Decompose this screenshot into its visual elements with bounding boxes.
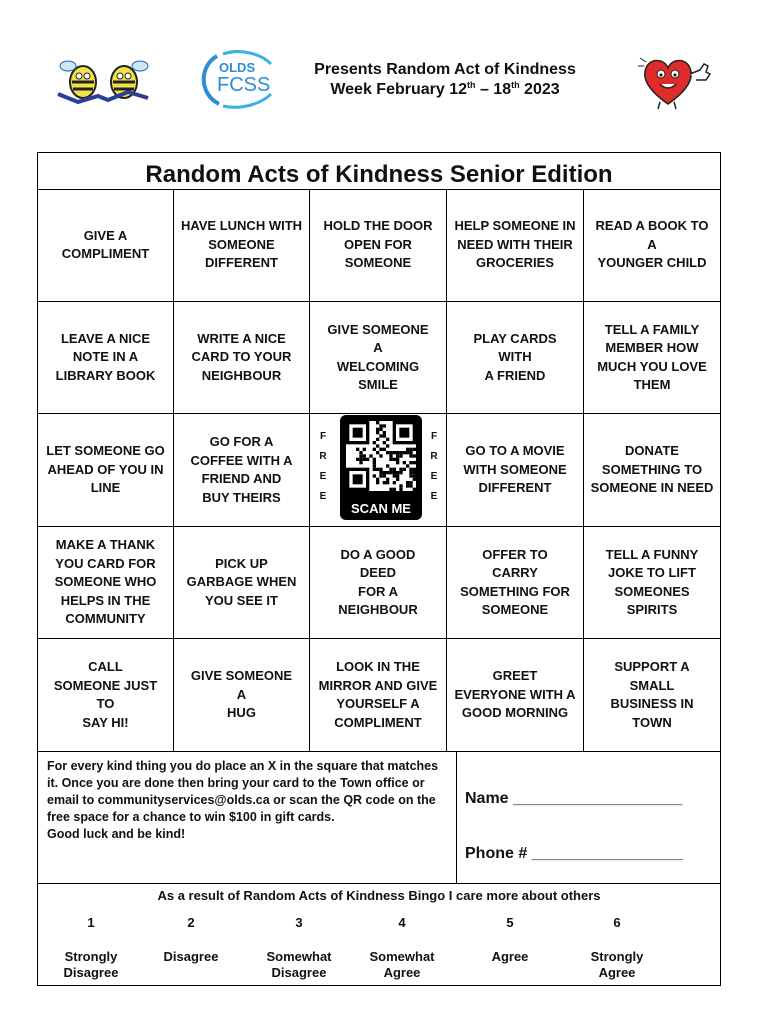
instructions-text bbox=[47, 758, 447, 843]
bingo-square-text: DO A GOOD DEED FOR A NEIGHBOUR bbox=[338, 546, 418, 617]
bingo-square-text: GO FOR A COFFEE WITH A FRIEND AND BUY THEIRS bbox=[190, 434, 293, 505]
qr-pattern bbox=[346, 421, 416, 491]
event-heading-line2: Week February 12th – 18th 2023 bbox=[330, 80, 560, 98]
bingo-square-text: SUPPORT A SMALL BUSINESS IN TOWN bbox=[610, 659, 694, 730]
bingo-square[interactable] bbox=[174, 527, 310, 639]
bingo-square[interactable] bbox=[174, 414, 310, 527]
bingo-square[interactable] bbox=[447, 302, 584, 414]
bingo-square-text: MAKE A THANK YOU CARD FOR SOMEONE WHO HELPS IN THE COMMUNITY bbox=[54, 537, 157, 627]
bingo-square[interactable] bbox=[447, 639, 584, 752]
bingo-square[interactable] bbox=[174, 302, 310, 414]
bingo-square[interactable] bbox=[174, 189, 310, 302]
bingo-square-text: HOLD THE DOOR OPEN FOR SOMEONE bbox=[323, 218, 433, 271]
free-space[interactable] bbox=[310, 414, 447, 527]
bingo-square-text: DONATE SOMETHING TO SOMEONE IN NEED bbox=[590, 443, 714, 496]
survey-section bbox=[38, 883, 720, 985]
bingo-square-text: LOOK IN THE MIRROR AND GIVE YOURSELF A COMPLIMENT bbox=[318, 659, 438, 730]
bingo-grid bbox=[38, 189, 720, 752]
bingo-square[interactable] bbox=[447, 527, 584, 639]
phone-field[interactable]: Phone # _________________ bbox=[465, 845, 683, 862]
heart-character-illustration bbox=[638, 52, 718, 110]
bingo-square-text: HELP SOMEONE IN NEED WITH THEIR GROCERIES bbox=[454, 218, 576, 271]
name-field[interactable]: Name ___________________ bbox=[465, 790, 683, 807]
bingo-square[interactable] bbox=[38, 527, 174, 639]
free-label-right: F R E E bbox=[430, 431, 438, 502]
bingo-square-text: HAVE LUNCH WITH SOMEONE DIFFERENT bbox=[180, 218, 303, 271]
qr-code[interactable] bbox=[340, 415, 422, 520]
rating-label: Disagree bbox=[163, 949, 219, 964]
bingo-square-text: GO TO A MOVIE WITH SOMEONE DIFFERENT bbox=[463, 443, 567, 496]
instructions-body: For every kind thing you do place an X in the square that matches it. Once you are done then bring your card to the Town office or email to communityservices@olds.ca or scan the QR code on the free space for a chance to win $100 in gift cards. bbox=[47, 759, 439, 824]
rating-label: Strongly Agree bbox=[590, 949, 644, 980]
bingo-square-text: PLAY CARDS WITH A FRIEND bbox=[473, 330, 557, 383]
bingo-square-text: LET SOMEONE GO AHEAD OF YOU IN LINE bbox=[46, 443, 165, 496]
bingo-square[interactable] bbox=[310, 189, 447, 302]
bingo-square[interactable] bbox=[38, 639, 174, 752]
bingo-square-text: TELL A FUNNY JOKE TO LIFT SOMEONES SPIRITS bbox=[605, 546, 699, 617]
bingo-square-text: GREET EVERYONE WITH A GOOD MORNING bbox=[454, 668, 576, 721]
rating-label: Somewhat Agree bbox=[369, 949, 435, 980]
logo-text-bottom: FCSS bbox=[217, 74, 271, 96]
bingo-square-text: GIVE A COMPLIMENT bbox=[61, 227, 150, 261]
card-title: Random Acts of Kindness Senior Edition bbox=[38, 153, 720, 190]
bingo-square[interactable] bbox=[447, 189, 584, 302]
bingo-square[interactable] bbox=[584, 414, 720, 527]
rating-option[interactable] bbox=[46, 915, 136, 981]
free-label-left: F R E E bbox=[319, 431, 327, 502]
divider bbox=[456, 752, 457, 883]
bingo-square[interactable] bbox=[38, 189, 174, 302]
rating-label: Agree bbox=[491, 949, 529, 964]
olds-fcss-logo bbox=[197, 48, 279, 110]
bingo-square-text: WRITE A NICE CARD TO YOUR NEIGHBOUR bbox=[191, 330, 292, 383]
bingo-square-text: PICK UP GARBAGE WHEN YOU SEE IT bbox=[186, 555, 297, 608]
rating-number: 5 bbox=[506, 915, 514, 930]
rating-number: 1 bbox=[87, 915, 95, 930]
bingo-square[interactable] bbox=[38, 414, 174, 527]
rating-number: 4 bbox=[398, 915, 406, 930]
instructions-panel bbox=[38, 752, 720, 884]
bingo-square-text: TELL A FAMILY MEMBER HOW MUCH YOU LOVE THEM bbox=[597, 321, 707, 392]
bingo-square[interactable] bbox=[584, 639, 720, 752]
rating-number: 2 bbox=[187, 915, 195, 930]
rating-option[interactable] bbox=[254, 915, 344, 981]
bingo-square-text: LEAVE A NICE NOTE IN A LIBRARY BOOK bbox=[55, 330, 156, 383]
bingo-square[interactable] bbox=[310, 527, 447, 639]
event-heading bbox=[280, 60, 610, 100]
bingo-square-text: READ A BOOK TO A YOUNGER CHILD bbox=[595, 218, 709, 271]
bingo-square[interactable] bbox=[38, 302, 174, 414]
bingo-square-text: GIVE SOMEONE A HUG bbox=[190, 668, 293, 721]
event-heading-line1: Presents Random Act of Kindness bbox=[314, 61, 576, 78]
bees-illustration bbox=[48, 52, 158, 112]
rating-label: Strongly Disagree bbox=[63, 949, 119, 980]
rating-number: 6 bbox=[613, 915, 621, 930]
logo-text-top: OLDS bbox=[219, 60, 256, 75]
bingo-square-text: GIVE SOMEONE A WELCOMING SMILE bbox=[327, 321, 429, 392]
rating-label: Somewhat Disagree bbox=[266, 949, 332, 980]
rating-option[interactable] bbox=[357, 915, 447, 981]
rating-option[interactable] bbox=[465, 915, 555, 965]
bingo-square[interactable] bbox=[584, 527, 720, 639]
scan-me-label: SCAN ME bbox=[351, 501, 411, 516]
bingo-square[interactable] bbox=[584, 189, 720, 302]
bingo-square-text: CALL SOMEONE JUST TO SAY HI! bbox=[53, 659, 158, 730]
rating-number: 3 bbox=[295, 915, 303, 930]
bingo-square[interactable] bbox=[447, 414, 584, 527]
bingo-card bbox=[37, 152, 721, 986]
bingo-square[interactable] bbox=[310, 302, 447, 414]
page-header bbox=[0, 0, 770, 140]
bingo-square[interactable] bbox=[174, 639, 310, 752]
survey-question: As a result of Random Acts of Kindness Bingo I care more about others bbox=[157, 888, 601, 903]
rating-option[interactable] bbox=[146, 915, 236, 965]
bingo-square[interactable] bbox=[584, 302, 720, 414]
bingo-square-text: OFFER TO CARRY SOMETHING FOR SOMEONE bbox=[460, 546, 570, 617]
rating-option[interactable] bbox=[572, 915, 662, 981]
instructions-closing: Good luck and be kind! bbox=[47, 827, 186, 841]
bingo-square[interactable] bbox=[310, 639, 447, 752]
